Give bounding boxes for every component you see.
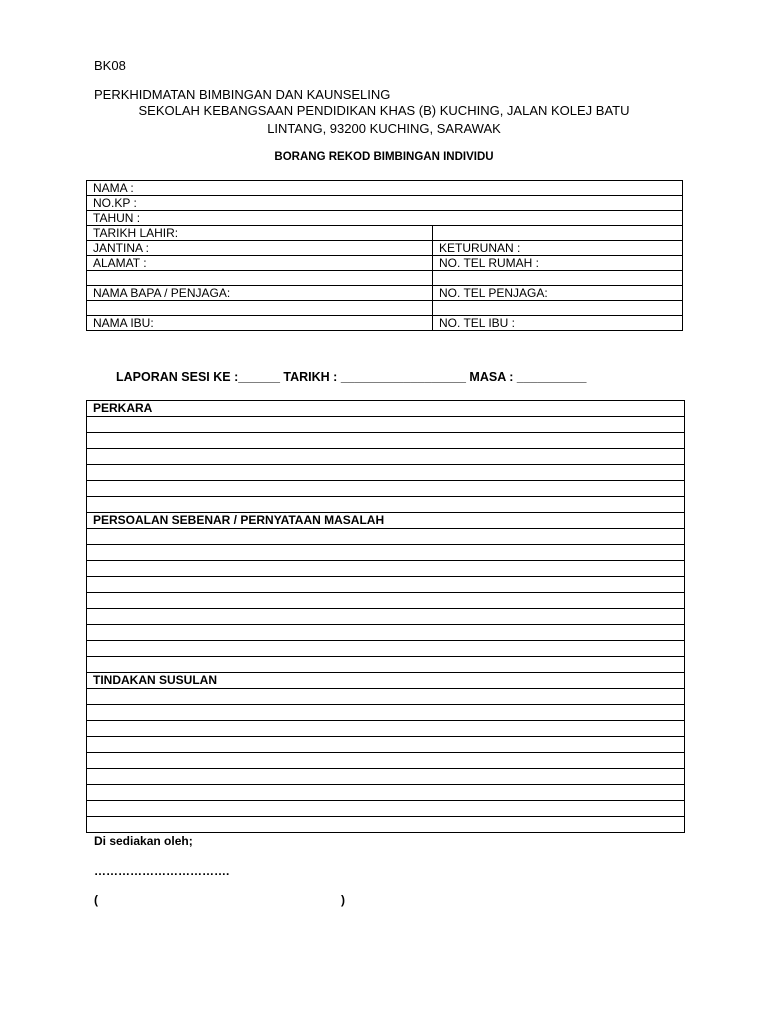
header-line-1: PERKHIDMATAN BIMBINGAN DAN KAUNSELING [94,87,391,102]
write-line[interactable] [87,816,684,833]
write-line[interactable] [87,656,684,673]
section-perkara [86,400,685,513]
write-line[interactable] [87,736,684,752]
section-heading: PERKARA [87,400,684,416]
write-line[interactable] [87,480,684,496]
section-heading: PERSOALAN SEBENAR / PERNYATAAN MASALAH [87,512,684,528]
write-line[interactable] [87,704,684,720]
header-line-2: SEKOLAH KEBANGSAAN PENDIDIKAN KHAS (B) KUCHING, JALAN KOLEJ BATU [138,103,630,118]
field-nama[interactable]: NAMA : [87,181,683,196]
write-line[interactable] [87,528,684,544]
section-tindakan [86,672,685,833]
write-line[interactable] [87,720,684,736]
write-line[interactable] [87,608,684,624]
field-tel-rumah[interactable]: NO. TEL RUMAH : [433,256,683,271]
form-title: BORANG REKOD BIMBINGAN INDIVIDU [274,151,494,163]
field-tel-ibu[interactable]: NO. TEL IBU : [433,316,683,331]
write-line[interactable] [87,544,684,560]
write-line[interactable] [87,576,684,592]
write-line[interactable] [87,624,684,640]
write-line[interactable] [87,688,684,704]
field-blank[interactable] [87,301,433,316]
field-blank[interactable] [433,301,683,316]
field-jantina[interactable]: JANTINA : [87,241,433,256]
field-nama-ibu[interactable]: NAMA IBU: [87,316,433,331]
signature-line[interactable]: ……………………………. [94,864,230,878]
field-tarikh-lahir[interactable]: TARIKH LAHIR: [87,226,433,241]
student-info-table [86,180,683,331]
name-paren-close: ) [341,893,345,907]
write-line[interactable] [87,448,684,464]
write-line[interactable] [87,432,684,448]
write-line[interactable] [87,464,684,480]
write-line[interactable] [87,784,684,800]
name-paren-open: ( [94,893,98,907]
form-code: BK08 [94,58,126,73]
section-heading: TINDAKAN SUSULAN [87,672,684,688]
field-blank[interactable] [433,226,683,241]
header-line-3: LINTANG, 93200 KUCHING, SARAWAK [267,121,501,136]
write-line[interactable] [87,800,684,816]
field-nama-bapa[interactable]: NAMA BAPA / PENJAGA: [87,286,433,301]
field-nokp[interactable]: NO.KP : [87,196,683,211]
write-line[interactable] [87,768,684,784]
write-line[interactable] [87,640,684,656]
field-keturunan[interactable]: KETURUNAN : [433,241,683,256]
section-persoalan [86,512,685,673]
prepared-by-label: Di sediakan oleh; [94,834,193,848]
field-alamat-cont[interactable] [87,271,433,286]
write-line[interactable] [87,592,684,608]
field-tahun[interactable]: TAHUN : [87,211,683,226]
field-blank[interactable] [433,271,683,286]
write-line[interactable] [87,560,684,576]
write-line[interactable] [87,752,684,768]
field-alamat[interactable]: ALAMAT : [87,256,433,271]
write-line[interactable] [87,496,684,513]
session-line: LAPORAN SESI KE :______ TARIKH : __________________ MASA : __________ [116,370,587,384]
write-line[interactable] [87,416,684,432]
field-tel-penjaga[interactable]: NO. TEL PENJAGA: [433,286,683,301]
